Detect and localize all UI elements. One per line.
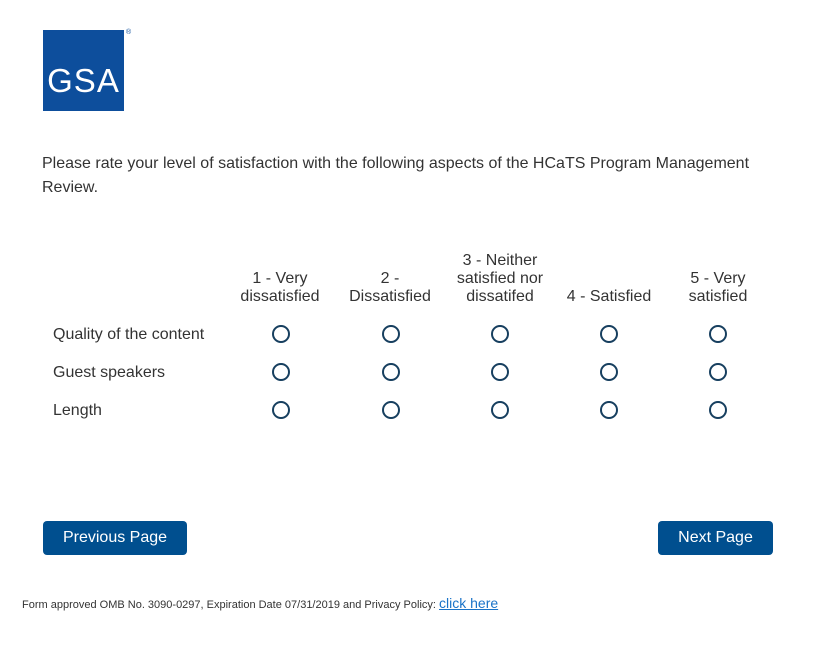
scale-header-4: 4 - Satisfied [566,288,652,305]
radio-guest-speakers-1[interactable] [272,363,290,381]
radio-length-4[interactable] [600,401,618,419]
question-text: Please rate your level of satisfaction with the following aspects of the HCaTS Program Management Review. [42,155,750,196]
radio-length-2[interactable] [382,401,400,419]
radio-length-5[interactable] [709,401,727,419]
scale-header-5: 5 - Very satisfied [688,270,748,305]
radio-guest-speakers-3[interactable] [491,363,509,381]
row-label-length: Length [53,402,102,419]
row-label-quality: Quality of the content [53,326,205,343]
registered-mark: ® [126,29,132,36]
privacy-policy-link[interactable]: click here [439,595,499,611]
radio-guest-speakers-5[interactable] [709,363,727,381]
previous-page-button[interactable]: Previous Page [43,521,187,555]
radio-quality-1[interactable] [272,325,290,343]
scale-header-3: 3 - Neither satisfied nor dissatifed [456,252,544,305]
row-label-guest-speakers: Guest speakers [53,364,166,381]
radio-quality-4[interactable] [600,325,618,343]
radio-quality-2[interactable] [382,325,400,343]
radio-quality-5[interactable] [709,325,727,343]
footer [22,595,498,611]
scale-header-2: 2 - Dissatisfied [349,270,431,305]
gsa-logo-text: GSA [47,62,120,99]
gsa-logo [43,30,124,111]
radio-quality-3[interactable] [491,325,509,343]
next-page-button[interactable]: Next Page [658,521,773,555]
radio-guest-speakers-4[interactable] [600,363,618,381]
radio-guest-speakers-2[interactable] [382,363,400,381]
radio-length-1[interactable] [272,401,290,419]
footer-text: Form approved OMB No. 3090-0297, Expiration Date 07/31/2019 and Privacy Policy: [22,599,436,611]
scale-header-1: 1 - Very dissatisfied [240,270,320,305]
radio-length-3[interactable] [491,401,509,419]
